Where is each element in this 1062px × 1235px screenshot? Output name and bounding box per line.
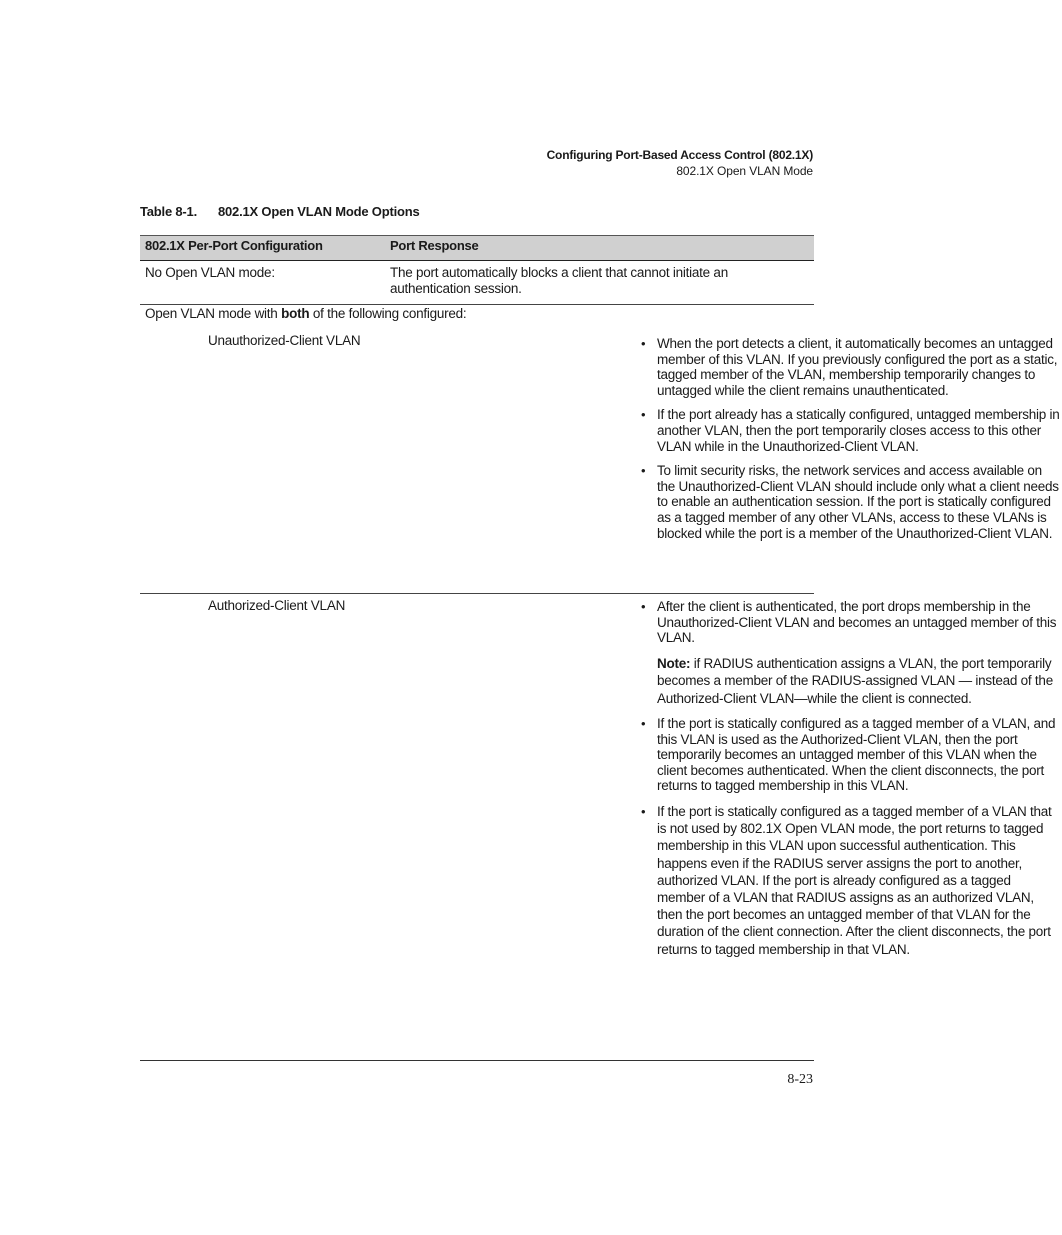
config-no-open-vlan: No Open VLAN mode: bbox=[145, 265, 275, 280]
unauthorized-bullet-list bbox=[640, 336, 1062, 541]
table-title: 802.1X Open VLAN Mode Options bbox=[218, 204, 420, 219]
config-unauthorized-client-vlan: Unauthorized-Client VLAN bbox=[208, 333, 361, 348]
config-authorized-client-vlan: Authorized-Client VLAN bbox=[208, 598, 346, 613]
authorized-bullet-2: • If the port is statically configured as a tagged member of a VLAN, and this VLAN is used as the Authorized-Client VLAN, then the port temporarily becomes an untagged member of this VLAN when the client becomes authenticated. When the client disconnects, the port returns to tagged membership in this VLAN. bbox=[640, 716, 1062, 794]
open-mode-suffix: of the following configured: bbox=[309, 306, 467, 321]
footer-rule bbox=[140, 1060, 814, 1061]
open-mode-prefix: Open VLAN mode with bbox=[145, 306, 282, 321]
open-mode-emphasis: both bbox=[281, 306, 310, 321]
authorized-bullet-1: • After the client is authenticated, the port drops membership in the Unauthorized-Client VLAN and becomes an untagged member of this VLAN. bbox=[640, 599, 1062, 646]
response-no-open-vlan: The port automatically blocks a client that cannot initiate an authentication session. bbox=[390, 265, 728, 296]
table-row-no-open-vlan bbox=[140, 261, 814, 305]
table-row-authorized-client-vlan bbox=[140, 594, 1057, 1014]
response-unauthorized-client-vlan bbox=[640, 336, 1062, 541]
options-table bbox=[140, 235, 1060, 1014]
unauthorized-bullet-3: • To limit security risks, the network services and access available on the Unauthorized-Client VLAN should include only what a client needs to enable an authentication session. If the port is statically configured as a tagged member of any other VLANs, access to these VLANs is blocked while the port is a member of the Unauthorized-Client VLAN. bbox=[640, 463, 1062, 541]
authorized-note bbox=[640, 655, 1062, 707]
authorized-bullet-3: • If the port is statically configured as a tagged member of a VLAN that is not used by 802.1X Open VLAN mode, the port returns to tagged membership in this VLAN upon successful authentication. This happens even if the RADIUS server assigns the port to another, authorized VLAN. If the port is already configured as a tagged member of a VLAN that RADIUS assigns as an authorized VLAN, then the port becomes an untagged member of that VLAN for the duration of the client connection. After the client disconnects, the port returns to tagged membership in that VLAN. bbox=[640, 803, 1062, 958]
column-header-configuration: 802.1X Per-Port Configuration bbox=[145, 238, 323, 253]
table-caption bbox=[140, 204, 420, 219]
running-head bbox=[547, 147, 813, 179]
table-row-unauthorized-client-vlan bbox=[140, 329, 1060, 594]
unauthorized-bullet-1: • When the port detects a client, it automatically becomes an untagged member of this VLAN. If you previously configured the port as a static, tagged member of the VLAN, membership temporarily changes to untagged while the client remains unauthenticated. bbox=[640, 336, 1062, 398]
unauthorized-bullet-2: • If the port already has a statically configured, untagged membership in another VLAN, then the port temporarily closes access to this other VLAN while in the Unauthorized-Client VLAN. bbox=[640, 407, 1062, 454]
table-header-row bbox=[140, 235, 814, 261]
table-row-open-vlan-mode bbox=[140, 305, 814, 329]
authorized-bullet-list bbox=[640, 599, 1062, 646]
note-label: Note: bbox=[657, 655, 691, 671]
table-number: Table 8-1. bbox=[140, 204, 198, 219]
note-text: if RADIUS authentication assigns a VLAN, the port temporarily becomes a member of the RADIUS-assigned VLAN — instead of the Authorized-Client VLAN—while the client is connected. bbox=[657, 655, 1053, 706]
response-authorized-client-vlan bbox=[640, 599, 1062, 958]
authorized-bullet-list-continued bbox=[640, 716, 1062, 958]
column-header-response: Port Response bbox=[390, 238, 479, 253]
chapter-title: Configuring Port-Based Access Control (802.1X) bbox=[546, 148, 813, 162]
config-open-vlan-mode bbox=[145, 306, 466, 322]
section-title: 802.1X Open VLAN Mode bbox=[676, 164, 813, 178]
page-number: 8-23 bbox=[787, 1072, 813, 1087]
